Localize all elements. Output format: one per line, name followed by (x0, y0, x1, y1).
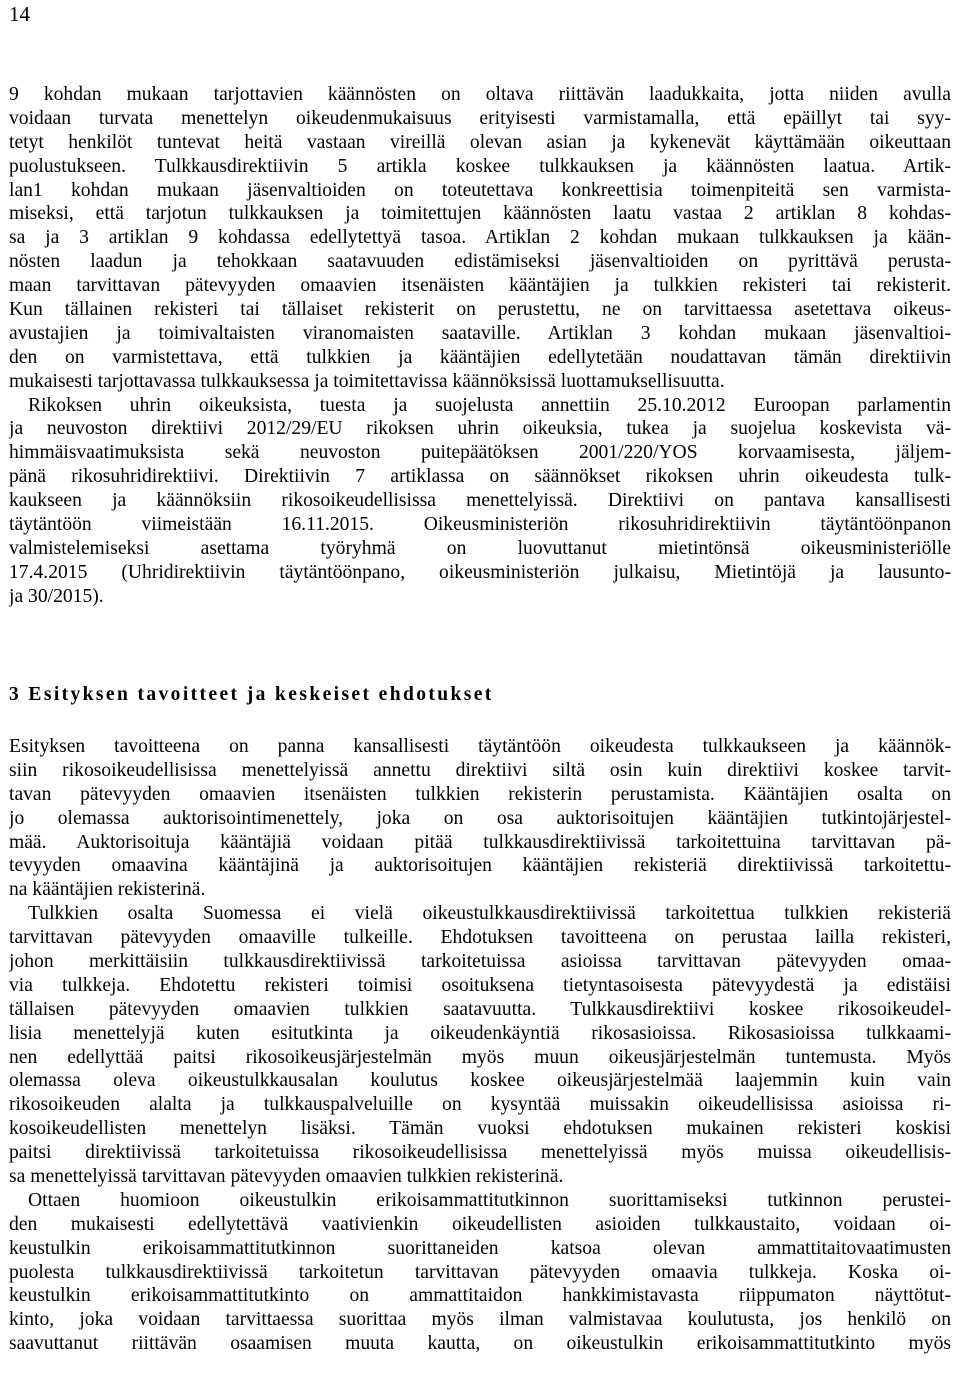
page-number: 14 (9, 2, 30, 26)
text-line: 17.4.2015 (Uhridirektiivin täytäntöönpano, oikeusministeriön julkaisu, Mietintöjä ja lausunto- (9, 561, 951, 583)
text-line: himmäisvaatimuksista sekä neuvoston puitepäätöksen 2001/220/YOS korvaamisesta, jäljem- (9, 442, 951, 464)
text-line: tevyyden omaavina kääntäjinä ja auktorisoitujen kääntäjien rekisteriä direktiivissä tarkoitettu- (9, 855, 951, 877)
text-line: tavan pätevyyden omaavien itsenäisten tulkkien rekisterin perustamista. Kääntäjien osalta on (9, 783, 951, 805)
text-line: ja 30/2015). (9, 585, 104, 607)
text-line: puolustukseen. Tulkkausdirektiivin 5 artikla koskee tulkkauksen ja käännösten laatua. Artik- (9, 155, 951, 177)
text-line: rikosoikeuden alalta ja tulkkauspalveluille on kysyntää muissakin oikeudellisissa asioissa ri- (9, 1094, 951, 1116)
text-line: pänä rikosuhridirektiivi. Direktiivin 7 artiklassa on säännökset rikoksen uhrin oikeudesta tulk- (9, 466, 951, 488)
text-line: täytäntöön viimeistään 16.11.2015. Oikeusministeriön rikosuhridirektiivin täytäntöönpanon (9, 514, 951, 536)
section-heading: 3 Esityksen tavoitteet ja keskeiset ehdotukset (9, 684, 494, 705)
text-line: nen edellyttää paitsi rikosoikeusjärjestelmän myös muun oikeusjärjestelmän tuntemusta. Myös (9, 1046, 951, 1068)
text-line: paitsi direktiivissä tarkoitetuissa rikosoikeudellisissa menettelyissä myös muissa oikeudellisis- (9, 1142, 951, 1164)
text-line: tarvittavan pätevyyden omaaville tulkeille. Ehdotuksen tavoitteena on perustaa lailla rekisteri, (9, 927, 951, 949)
text-line: lan1 kohdan mukaan jäsenvaltioiden on toteutettava konkreettisia toimenpiteitä sen varmista- (9, 179, 951, 201)
text-line: jo olemassa auktorisointimenettely, joka on osa auktorisoitujen kääntäjien tutkintojärjestel- (9, 807, 951, 829)
body-text-section-1 (9, 83, 951, 609)
text-line: via tulkkeja. Ehdotettu rekisteri toimisi osoituksena tietyntasoisesta pätevyydestä ja edistäisi (9, 974, 951, 996)
text-line: kaukseen ja käännöksiin rikosoikeudellisissa menettelyissä. Direktiivi on pantava kansallisesti (9, 490, 951, 512)
body-text-section-2 (9, 735, 951, 1356)
text-line: den mukaisesti edellytettävä vaativienkin oikeudellisten asioiden tulkkaustaito, voidaan oi- (9, 1213, 951, 1235)
text-line: den on varmistettava, että tulkkien ja kääntäjien edellytetään noudattavan tämän direktiivin (9, 346, 951, 368)
text-line: johon merkittäisiin tulkkausdirektiivissä tarkoitetuissa asioissa tarvittavan pätevyyden omaa- (9, 951, 951, 973)
text-line: Esityksen tavoitteena on panna kansallisesti täytäntöön oikeudesta tulkkaukseen ja käännök- (9, 736, 951, 757)
text-line: mää. Auktorisoituja kääntäjiä voidaan pitää tulkkausdirektiivissä tarkoitettuina tarvittavan pä- (9, 831, 951, 853)
text-line: sa ja 3 artiklan 9 kohdassa edellytettyä tasoa. Artiklan 2 kohdan mukaan tulkkauksen ja kään- (9, 227, 951, 249)
text-line: miseksi, että tarjotun tulkkauksen ja toimitettujen käännösten laatu vastaa 2 artiklan 8 kohdas- (9, 203, 951, 225)
text-line: olemassa oleva oikeustulkkausalan koulutus koskee oikeusjärjestelmää laajemmin kuin vain (9, 1070, 951, 1092)
text-line: kinto, joka voidaan tarvittaessa suorittaa myös ilman valmistavaa koulutusta, jos henkilö on (9, 1309, 951, 1331)
text-line: lisia menettelyjä kuten esitutkinta ja oikeudenkäyntiä rikosasioissa. Rikosasioissa tulkkaami- (9, 1022, 951, 1044)
text-line: na kääntäjien rekisterinä. (9, 879, 206, 901)
text-line: tällaisen pätevyyden omaavien tulkkien saatavuutta. Tulkkausdirektiivi koskee rikosoikeudel- (9, 998, 951, 1020)
text-line: Ottaen huomioon oikeustulkin erikoisammattitutkinnon suorittamiseksi tutkinnon perustei- (28, 1189, 951, 1211)
text-line: ja neuvoston direktiivi 2012/29/EU rikoksen uhrin oikeuksia, tukea ja suojelua koskevista vä- (9, 418, 951, 440)
text-line: mukaisesti tarjottavassa tulkkauksessa ja toimitettavissa käännöksissä luottamuksellisuutta. (9, 370, 725, 392)
text-line: kosoikeudellisten menettelyn lisäksi. Tämän vuoksi ehdotuksen mukainen rekisteri koskisi (9, 1118, 951, 1140)
text-line: saavuttanut riittävän osaamisen muuta kautta, on oikeustulkin erikoisammattitutkinto myös (9, 1333, 951, 1355)
text-line: tetyt henkilöt tuntevat heitä vastaan vireillä olevan asian ja kykenevät käyttämään oikeuttaan (9, 131, 951, 153)
text-line: maan tarvittavan pätevyyden omaavien itsenäisten kääntäjien ja tulkkien rekisteri tai rekisterit. (9, 275, 951, 297)
text-line: siin rikosoikeudellisissa menettelyissä annettu direktiivi siltä osin kuin direktiivi koskee tarvit- (9, 759, 951, 781)
text-line: Rikoksen uhrin oikeuksista, tuesta ja suojelusta annettiin 25.10.2012 Euroopan parlamentin (28, 394, 951, 416)
text-line: 9 kohdan mukaan tarjottavien käännösten on oltava riittävän laadukkaita, jotta niiden avulla (9, 84, 951, 105)
text-line: Tulkkien osalta Suomessa ei vielä oikeustulkkausdirektiivissä tarkoitettua tulkkien rekisteriä (28, 903, 951, 925)
text-line: Kun tällainen rekisteri tai tällaiset rekisterit on perustettu, ne on tarvittaessa asetettava oikeus- (9, 299, 951, 321)
text-line: avustajien ja toimivaltaisten viranomaisten saataville. Artiklan 3 kohdan mukaan jäsenvaltioi- (9, 322, 951, 344)
text-line: nösten laadun ja tehokkaan saatavuuden edistämiseksi jäsenvaltioiden on pyrittävä perusta- (9, 251, 951, 273)
text-line: keustulkin erikoisammattitutkinto on ammattitaidon hankkimistavasta riippumaton näyttötut- (9, 1285, 951, 1307)
text-line: puolesta tulkkausdirektiivissä tarkoitetun tarvittavan pätevyyden omaavia tulkkeja. Koska oi- (9, 1261, 951, 1283)
text-line: keustulkin erikoisammattitutkinnon suorittaneiden katsoa olevan ammattitaitovaatimusten (9, 1237, 951, 1259)
text-line: sa menettelyissä tarvittavan pätevyyden omaavien tulkkien rekisterinä. (9, 1166, 564, 1188)
text-line: voidaan turvata menettelyn oikeudenmukaisuus erityisesti varmistamalla, että epäillyt tai syy- (9, 107, 951, 129)
text-line: valmistelemiseksi asettama työryhmä on luovuttanut mietintönsä oikeusministeriölle (9, 537, 951, 559)
